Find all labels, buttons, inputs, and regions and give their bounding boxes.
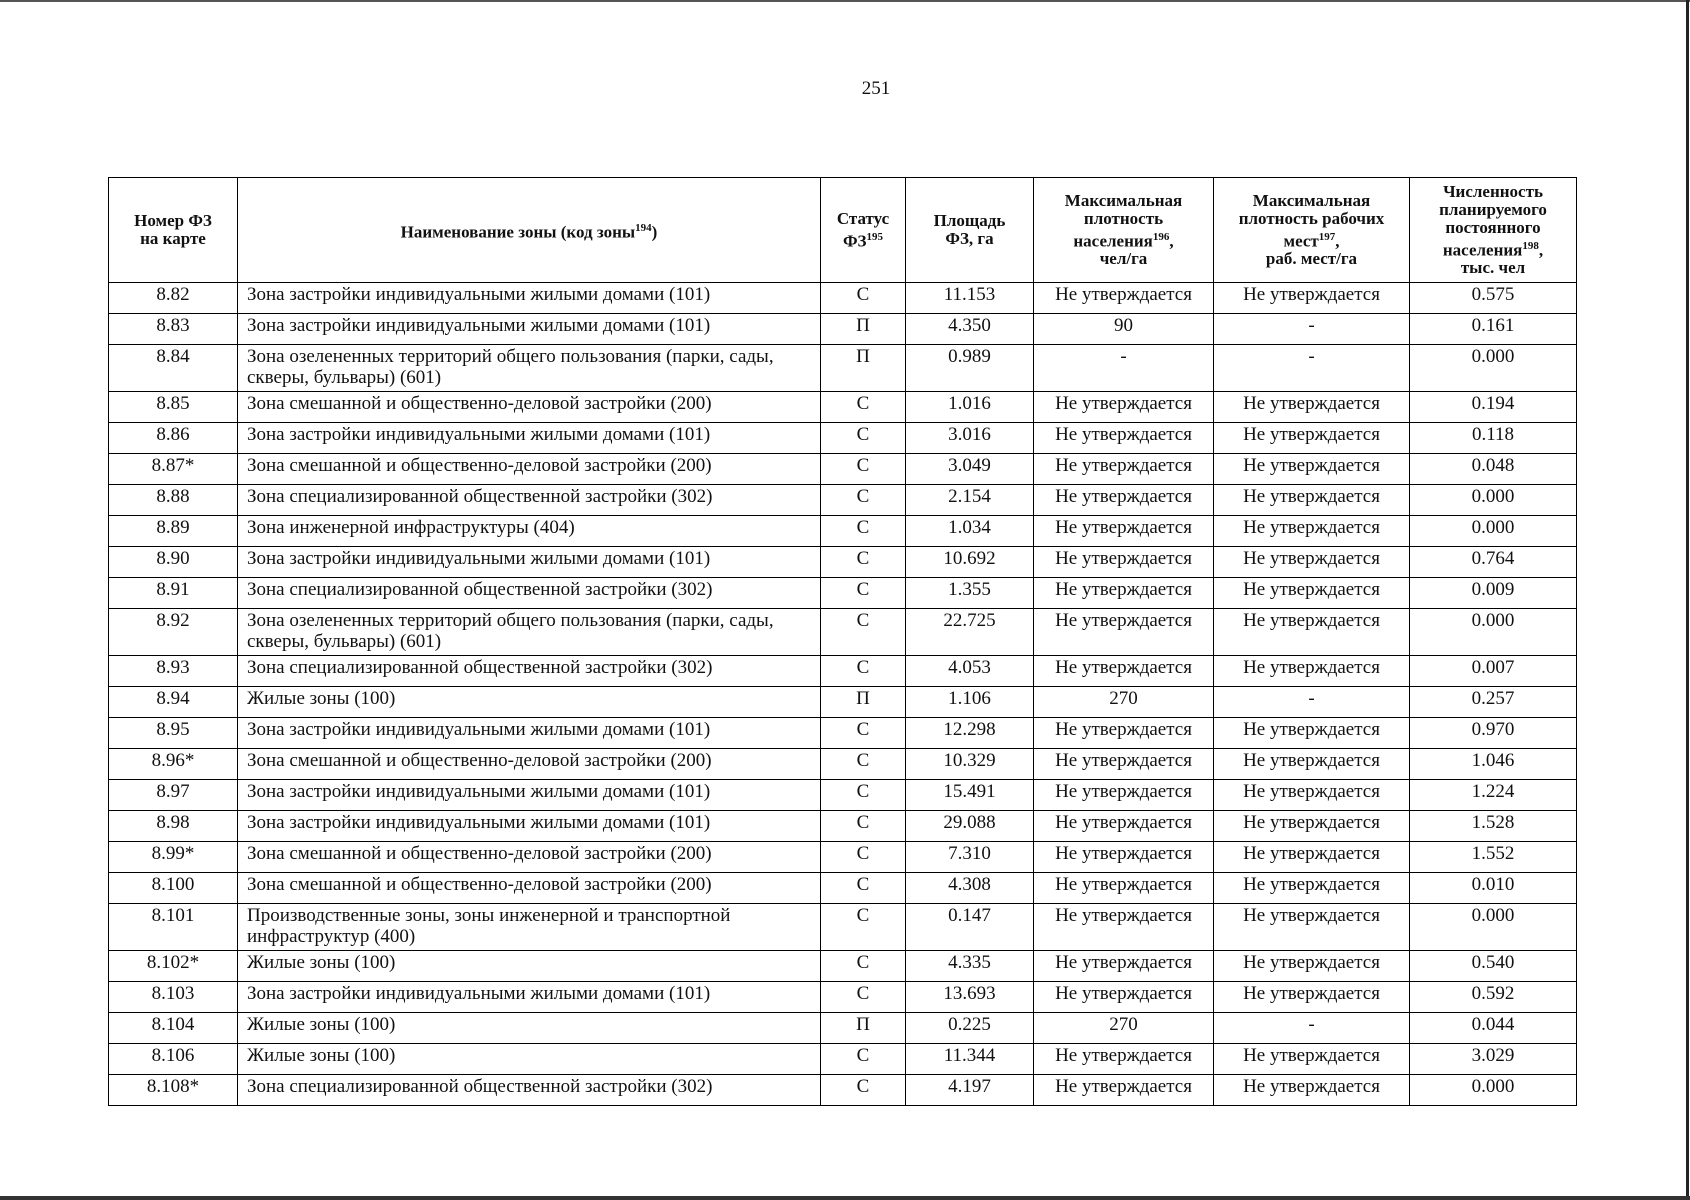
cell-status: П — [821, 314, 906, 345]
cell-density: Не утверждается — [1034, 718, 1214, 749]
table-row — [109, 811, 1577, 842]
cell-status: С — [821, 780, 906, 811]
cell-jobs: Не утверждается — [1214, 1044, 1410, 1075]
cell-density: Не утверждается — [1034, 811, 1214, 842]
cell-name: Жилые зоны (100) — [238, 687, 821, 718]
cell-name: Зона застройки индивидуальными жилыми домами (101) — [238, 283, 821, 314]
table-row — [109, 656, 1577, 687]
cell-density: Не утверждается — [1034, 904, 1214, 951]
table-row — [109, 842, 1577, 873]
cell-area: 0.989 — [906, 345, 1034, 392]
cell-name: Зона озелененных территорий общего пользования (парки, сады, скверы, бульвары) (601) — [238, 609, 821, 656]
cell-jobs: Не утверждается — [1214, 951, 1410, 982]
cell-num: 8.89 — [109, 516, 238, 547]
cell-jobs: Не утверждается — [1214, 873, 1410, 904]
header-population-comma: , — [1538, 240, 1544, 260]
table-row — [109, 749, 1577, 780]
cell-jobs: Не утверждается — [1214, 656, 1410, 687]
cell-density: Не утверждается — [1034, 749, 1214, 780]
cell-area: 2.154 — [906, 485, 1034, 516]
cell-density: Не утверждается — [1034, 1075, 1214, 1106]
cell-status: С — [821, 392, 906, 423]
cell-status: С — [821, 951, 906, 982]
cell-status: С — [821, 656, 906, 687]
cell-area: 29.088 — [906, 811, 1034, 842]
header-density-line1: Максимальная — [1064, 190, 1183, 210]
table-row — [109, 423, 1577, 454]
cell-name: Зона смешанной и общественно-деловой застройки (200) — [238, 392, 821, 423]
cell-status: С — [821, 609, 906, 656]
header-num-line2: на карте — [140, 229, 206, 248]
cell-num: 8.93 — [109, 656, 238, 687]
header-jobs-line3: мест — [1283, 231, 1319, 251]
cell-jobs: Не утверждается — [1214, 749, 1410, 780]
cell-density: Не утверждается — [1034, 982, 1214, 1013]
cell-num: 8.86 — [109, 423, 238, 454]
cell-population: 0.010 — [1410, 873, 1577, 904]
cell-population: 0.000 — [1410, 609, 1577, 656]
cell-area: 1.106 — [906, 687, 1034, 718]
header-jobs-comma: , — [1335, 231, 1340, 251]
cell-population: 0.764 — [1410, 547, 1577, 578]
cell-density: 90 — [1034, 314, 1214, 345]
cell-density: Не утверждается — [1034, 656, 1214, 687]
cell-density: 270 — [1034, 1013, 1214, 1044]
table-row — [109, 345, 1577, 392]
cell-name: Зона застройки индивидуальными жилыми домами (101) — [238, 982, 821, 1013]
cell-num: 8.106 — [109, 1044, 238, 1075]
cell-population: 0.007 — [1410, 656, 1577, 687]
header-jobs-line4: раб. мест/га — [1265, 249, 1358, 269]
cell-area: 12.298 — [906, 718, 1034, 749]
table-row — [109, 951, 1577, 982]
cell-population: 0.009 — [1410, 578, 1577, 609]
cell-area: 4.197 — [906, 1075, 1034, 1106]
cell-num: 8.90 — [109, 547, 238, 578]
cell-num: 8.82 — [109, 283, 238, 314]
cell-area: 4.308 — [906, 873, 1034, 904]
header-density — [1034, 178, 1214, 283]
cell-name: Зона озелененных территорий общего пользования (парки, сады, скверы, бульвары) (601) — [238, 345, 821, 392]
header-num — [109, 178, 238, 283]
cell-jobs: Не утверждается — [1214, 718, 1410, 749]
cell-population: 0.000 — [1410, 345, 1577, 392]
cell-name: Зона застройки индивидуальными жилыми домами (101) — [238, 423, 821, 454]
header-density-line4: чел/га — [1099, 249, 1148, 269]
cell-status: П — [821, 687, 906, 718]
cell-jobs: Не утверждается — [1214, 283, 1410, 314]
cell-area: 0.225 — [906, 1013, 1034, 1044]
cell-num: 8.97 — [109, 780, 238, 811]
cell-status: С — [821, 982, 906, 1013]
cell-population: 0.000 — [1410, 1075, 1577, 1106]
cell-num: 8.98 — [109, 811, 238, 842]
cell-population: 1.224 — [1410, 780, 1577, 811]
cell-num: 8.101 — [109, 904, 238, 951]
cell-population: 3.029 — [1410, 1044, 1577, 1075]
header-population-line3: постоянного — [1445, 217, 1541, 237]
table-row — [109, 904, 1577, 951]
header-area — [906, 178, 1034, 283]
cell-area: 4.053 — [906, 656, 1034, 687]
cell-num: 8.102* — [109, 951, 238, 982]
cell-status: С — [821, 578, 906, 609]
cell-jobs: Не утверждается — [1214, 1075, 1410, 1106]
cell-jobs: - — [1214, 687, 1410, 718]
table-row — [109, 314, 1577, 345]
header-population-sup: 198 — [1522, 239, 1539, 252]
cell-status: С — [821, 283, 906, 314]
cell-population: 0.000 — [1410, 904, 1577, 951]
cell-name: Зона специализированной общественной застройки (302) — [238, 578, 821, 609]
cell-name: Производственные зоны, зоны инженерной и транспортной инфраструктур (400) — [238, 904, 821, 951]
header-population-line4: населения — [1442, 240, 1523, 260]
table-row — [109, 982, 1577, 1013]
header-density-line2: плотность — [1083, 208, 1164, 228]
cell-num: 8.91 — [109, 578, 238, 609]
cell-name: Зона специализированной общественной застройки (302) — [238, 656, 821, 687]
scan-top-edge — [0, 0, 1690, 2]
table-row — [109, 454, 1577, 485]
cell-population: 0.194 — [1410, 392, 1577, 423]
cell-area: 3.049 — [906, 454, 1034, 485]
cell-name: Зона специализированной общественной застройки (302) — [238, 485, 821, 516]
header-num-line1: Номер ФЗ — [134, 211, 212, 230]
cell-jobs: Не утверждается — [1214, 454, 1410, 485]
cell-status: С — [821, 1044, 906, 1075]
header-status-line1: Статус — [836, 208, 890, 228]
cell-status: П — [821, 345, 906, 392]
cell-density: Не утверждается — [1034, 392, 1214, 423]
cell-name: Зона специализированной общественной застройки (302) — [238, 1075, 821, 1106]
cell-jobs: Не утверждается — [1214, 982, 1410, 1013]
cell-density: Не утверждается — [1034, 454, 1214, 485]
cell-area: 1.355 — [906, 578, 1034, 609]
table-row — [109, 578, 1577, 609]
cell-area: 10.692 — [906, 547, 1034, 578]
cell-num: 8.94 — [109, 687, 238, 718]
cell-status: С — [821, 454, 906, 485]
header-population-line2: планируемого — [1439, 199, 1547, 219]
cell-density: Не утверждается — [1034, 283, 1214, 314]
cell-status: П — [821, 1013, 906, 1044]
cell-name: Зона инженерной инфраструктуры (404) — [238, 516, 821, 547]
cell-status: С — [821, 547, 906, 578]
table-row — [109, 1013, 1577, 1044]
table-row — [109, 283, 1577, 314]
table-row — [109, 609, 1577, 656]
cell-name: Зона смешанной и общественно-деловой застройки (200) — [238, 842, 821, 873]
header-population-line1: Численность — [1443, 181, 1543, 201]
cell-density: Не утверждается — [1034, 873, 1214, 904]
cell-num: 8.103 — [109, 982, 238, 1013]
header-jobs-sup: 197 — [1318, 230, 1336, 243]
cell-name: Зона смешанной и общественно-деловой застройки (200) — [238, 454, 821, 485]
header-name-text: Наименование зоны (код зоны — [400, 222, 636, 242]
cell-num: 8.100 — [109, 873, 238, 904]
cell-name: Зона застройки индивидуальными жилыми домами (101) — [238, 718, 821, 749]
table-header-row — [109, 178, 1577, 283]
cell-status: С — [821, 842, 906, 873]
cell-num: 8.99* — [109, 842, 238, 873]
cell-density: Не утверждается — [1034, 485, 1214, 516]
cell-jobs: Не утверждается — [1214, 904, 1410, 951]
cell-density: - — [1034, 345, 1214, 392]
header-name — [238, 178, 821, 283]
header-status — [821, 178, 906, 283]
cell-population: 0.540 — [1410, 951, 1577, 982]
cell-num: 8.87* — [109, 454, 238, 485]
cell-name: Зона застройки индивидуальными жилыми домами (101) — [238, 547, 821, 578]
cell-population: 0.575 — [1410, 283, 1577, 314]
cell-jobs: Не утверждается — [1214, 780, 1410, 811]
cell-name: Зона застройки индивидуальными жилыми домами (101) — [238, 780, 821, 811]
cell-jobs: Не утверждается — [1214, 423, 1410, 454]
cell-area: 10.329 — [906, 749, 1034, 780]
cell-jobs: Не утверждается — [1214, 392, 1410, 423]
cell-num: 8.88 — [109, 485, 238, 516]
cell-status: С — [821, 485, 906, 516]
cell-area: 4.350 — [906, 314, 1034, 345]
cell-area: 4.335 — [906, 951, 1034, 982]
cell-area: 7.310 — [906, 842, 1034, 873]
scan-right-edge — [1686, 0, 1689, 1200]
cell-num: 8.96* — [109, 749, 238, 780]
cell-num: 8.95 — [109, 718, 238, 749]
cell-status: С — [821, 1075, 906, 1106]
cell-jobs: Не утверждается — [1214, 609, 1410, 656]
cell-population: 1.552 — [1410, 842, 1577, 873]
cell-area: 13.693 — [906, 982, 1034, 1013]
cell-density: Не утверждается — [1034, 609, 1214, 656]
header-population-line5: тыс. чел — [1460, 258, 1526, 278]
cell-name: Зона смешанной и общественно-деловой застройки (200) — [238, 749, 821, 780]
zones-table — [108, 177, 1577, 1106]
cell-jobs: - — [1214, 1013, 1410, 1044]
cell-area: 15.491 — [906, 780, 1034, 811]
cell-population: 0.257 — [1410, 687, 1577, 718]
header-jobs-line2: плотность рабочих — [1238, 208, 1385, 228]
cell-area: 0.147 — [906, 904, 1034, 951]
cell-name: Зона застройки индивидуальными жилыми домами (101) — [238, 314, 821, 345]
cell-density: 270 — [1034, 687, 1214, 718]
cell-population: 0.048 — [1410, 454, 1577, 485]
cell-status: С — [821, 904, 906, 951]
cell-jobs: Не утверждается — [1214, 516, 1410, 547]
cell-jobs: - — [1214, 314, 1410, 345]
header-density-sup: 196 — [1152, 230, 1170, 243]
header-area-line2: ФЗ, га — [945, 229, 994, 248]
cell-density: Не утверждается — [1034, 516, 1214, 547]
cell-density: Не утверждается — [1034, 780, 1214, 811]
cell-area: 11.153 — [906, 283, 1034, 314]
cell-density: Не утверждается — [1034, 951, 1214, 982]
cell-jobs: - — [1214, 345, 1410, 392]
cell-area: 1.016 — [906, 392, 1034, 423]
cell-name: Жилые зоны (100) — [238, 1013, 821, 1044]
table-row — [109, 485, 1577, 516]
cell-status: С — [821, 811, 906, 842]
header-jobs-line1: Максимальная — [1252, 190, 1371, 210]
cell-num: 8.104 — [109, 1013, 238, 1044]
table-row — [109, 392, 1577, 423]
cell-density: Не утверждается — [1034, 547, 1214, 578]
cell-jobs: Не утверждается — [1214, 485, 1410, 516]
cell-status: С — [821, 423, 906, 454]
cell-num: 8.92 — [109, 609, 238, 656]
header-name-close: ) — [651, 222, 658, 242]
cell-status: С — [821, 873, 906, 904]
cell-population: 1.528 — [1410, 811, 1577, 842]
header-status-line2: ФЗ — [842, 231, 867, 251]
cell-jobs: Не утверждается — [1214, 811, 1410, 842]
header-jobs — [1214, 178, 1410, 283]
cell-name: Жилые зоны (100) — [238, 1044, 821, 1075]
header-area-line1: Площадь — [933, 211, 1006, 230]
cell-name: Зона смешанной и общественно-деловой застройки (200) — [238, 873, 821, 904]
cell-population: 0.044 — [1410, 1013, 1577, 1044]
cell-density: Не утверждается — [1034, 842, 1214, 873]
cell-population: 0.592 — [1410, 982, 1577, 1013]
cell-area: 3.016 — [906, 423, 1034, 454]
table-row — [109, 547, 1577, 578]
header-population — [1410, 178, 1577, 283]
cell-population: 0.000 — [1410, 516, 1577, 547]
cell-population: 0.161 — [1410, 314, 1577, 345]
cell-status: С — [821, 749, 906, 780]
cell-num: 8.83 — [109, 314, 238, 345]
header-name-sup: 194 — [635, 221, 652, 234]
cell-num: 8.85 — [109, 392, 238, 423]
cell-density: Не утверждается — [1034, 423, 1214, 454]
table-row — [109, 1075, 1577, 1106]
header-density-line3: населения — [1073, 231, 1153, 251]
cell-density: Не утверждается — [1034, 578, 1214, 609]
table-row — [109, 873, 1577, 904]
cell-population: 0.118 — [1410, 423, 1577, 454]
header-density-comma: , — [1169, 231, 1174, 251]
cell-area: 11.344 — [906, 1044, 1034, 1075]
cell-area: 1.034 — [906, 516, 1034, 547]
table-row — [109, 516, 1577, 547]
cell-population: 1.046 — [1410, 749, 1577, 780]
scan-bottom-edge — [0, 1196, 1690, 1200]
table-row — [109, 718, 1577, 749]
cell-area: 22.725 — [906, 609, 1034, 656]
cell-status: С — [821, 718, 906, 749]
table-row — [109, 1044, 1577, 1075]
table-row — [109, 780, 1577, 811]
header-status-sup: 195 — [866, 230, 884, 243]
table-row — [109, 687, 1577, 718]
cell-density: Не утверждается — [1034, 1044, 1214, 1075]
cell-num: 8.84 — [109, 345, 238, 392]
page-number: 251 — [861, 78, 891, 99]
cell-jobs: Не утверждается — [1214, 547, 1410, 578]
cell-population: 0.000 — [1410, 485, 1577, 516]
cell-population: 0.970 — [1410, 718, 1577, 749]
cell-status: С — [821, 516, 906, 547]
cell-name: Зона застройки индивидуальными жилыми домами (101) — [238, 811, 821, 842]
cell-num: 8.108* — [109, 1075, 238, 1106]
cell-jobs: Не утверждается — [1214, 842, 1410, 873]
cell-jobs: Не утверждается — [1214, 578, 1410, 609]
cell-name: Жилые зоны (100) — [238, 951, 821, 982]
